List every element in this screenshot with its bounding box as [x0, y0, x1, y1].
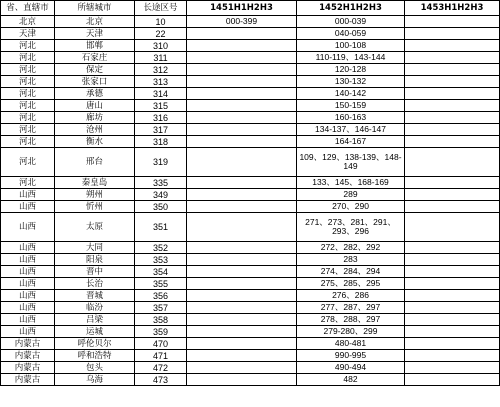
cell-1452: 150-159: [297, 100, 405, 112]
cell-1452: 275、285、295: [297, 278, 405, 290]
cell-1452: 133、145、168-169: [297, 177, 405, 189]
cell-city: 临汾: [55, 302, 135, 314]
cell-province: 天津: [1, 28, 55, 40]
cell-1452: 140-142: [297, 88, 405, 100]
cell-city: 沧州: [55, 124, 135, 136]
cell-area-code: 357: [135, 302, 187, 314]
cell-city: 北京: [55, 16, 135, 28]
cell-area-code: 356: [135, 290, 187, 302]
cell-area-code: 317: [135, 124, 187, 136]
cell-province: 山西: [1, 314, 55, 326]
cell-area-code: 312: [135, 64, 187, 76]
cell-1453: [405, 148, 500, 177]
cell-1451: [187, 278, 297, 290]
cell-1452: 278、288、297: [297, 314, 405, 326]
table-row: [1, 136, 500, 148]
cell-1451: [187, 124, 297, 136]
cell-area-code: 315: [135, 100, 187, 112]
cell-city: 朔州: [55, 189, 135, 201]
table-row: [1, 254, 500, 266]
cell-1452: 490-494: [297, 362, 405, 374]
cell-1451: [187, 374, 297, 386]
table-row: [1, 64, 500, 76]
cell-1451: [187, 100, 297, 112]
cell-1452: 482: [297, 374, 405, 386]
table-row: [1, 16, 500, 28]
cell-area-code: 349: [135, 189, 187, 201]
cell-1451: [187, 40, 297, 52]
cell-1451: [187, 302, 297, 314]
cell-1453: [405, 254, 500, 266]
cell-1451: [187, 148, 297, 177]
cell-1453: [405, 124, 500, 136]
table-row: [1, 40, 500, 52]
cell-1453: [405, 201, 500, 213]
cell-1453: [405, 88, 500, 100]
cell-1451: [187, 362, 297, 374]
cell-province: 河北: [1, 76, 55, 88]
cell-1451: [187, 136, 297, 148]
table-row: [1, 290, 500, 302]
header-1453: 1453H1H2H3: [405, 1, 500, 16]
cell-province: 河北: [1, 40, 55, 52]
cell-1453: [405, 350, 500, 362]
cell-1451: [187, 88, 297, 100]
cell-area-code: 472: [135, 362, 187, 374]
table-row: [1, 362, 500, 374]
cell-1452: 272、282、292: [297, 242, 405, 254]
cell-city: 忻州: [55, 201, 135, 213]
table-row: [1, 350, 500, 362]
cell-1451: [187, 266, 297, 278]
cell-1451: [187, 177, 297, 189]
table-row: [1, 88, 500, 100]
cell-1452: 160-163: [297, 112, 405, 124]
cell-city: 唐山: [55, 100, 135, 112]
cell-1451: [187, 326, 297, 338]
cell-1451: [187, 52, 297, 64]
cell-1451: [187, 213, 297, 242]
cell-area-code: 350: [135, 201, 187, 213]
cell-province: 河北: [1, 52, 55, 64]
cell-area-code: 359: [135, 326, 187, 338]
cell-1452: 279-280、299: [297, 326, 405, 338]
cell-province: 山西: [1, 278, 55, 290]
cell-province: 山西: [1, 201, 55, 213]
cell-1453: [405, 266, 500, 278]
cell-1451: [187, 189, 297, 201]
table-row: [1, 124, 500, 136]
cell-province: 河北: [1, 88, 55, 100]
cell-1452: 276、286: [297, 290, 405, 302]
cell-1451: 000-399: [187, 16, 297, 28]
cell-area-code: 314: [135, 88, 187, 100]
cell-province: 山西: [1, 326, 55, 338]
cell-1451: [187, 76, 297, 88]
table-row: [1, 28, 500, 40]
cell-1453: [405, 290, 500, 302]
cell-1451: [187, 350, 297, 362]
cell-1453: [405, 28, 500, 40]
cell-area-code: 352: [135, 242, 187, 254]
cell-city: 乌海: [55, 374, 135, 386]
cell-city: 大同: [55, 242, 135, 254]
cell-province: 内蒙古: [1, 374, 55, 386]
cell-city: 运城: [55, 326, 135, 338]
cell-1453: [405, 189, 500, 201]
header-area-code: 长途区号: [135, 1, 187, 16]
cell-area-code: 311: [135, 52, 187, 64]
cell-province: 河北: [1, 100, 55, 112]
cell-city: 呼和浩特: [55, 350, 135, 362]
cell-area-code: 470: [135, 338, 187, 350]
cell-city: 衡水: [55, 136, 135, 148]
cell-province: 山西: [1, 242, 55, 254]
cell-city: 秦皇岛: [55, 177, 135, 189]
cell-1453: [405, 326, 500, 338]
cell-1451: [187, 338, 297, 350]
cell-1453: [405, 242, 500, 254]
cell-city: 石家庄: [55, 52, 135, 64]
cell-area-code: 22: [135, 28, 187, 40]
cell-1452: 164-167: [297, 136, 405, 148]
cell-area-code: 313: [135, 76, 187, 88]
cell-area-code: 473: [135, 374, 187, 386]
header-1451: 1451H1H2H3: [187, 1, 297, 16]
table-row: [1, 100, 500, 112]
cell-province: 山西: [1, 213, 55, 242]
table-row: [1, 326, 500, 338]
cell-1452: 100-108: [297, 40, 405, 52]
table-row: [1, 242, 500, 254]
cell-city: 晋城: [55, 290, 135, 302]
cell-province: 北京: [1, 16, 55, 28]
cell-1453: [405, 374, 500, 386]
table-row: [1, 177, 500, 189]
cell-province: 河北: [1, 148, 55, 177]
table-body: [1, 16, 500, 386]
table-row: [1, 314, 500, 326]
cell-province: 河北: [1, 136, 55, 148]
header-province: 省、直辖市: [1, 1, 55, 16]
cell-1452: 277、287、297: [297, 302, 405, 314]
cell-area-code: 358: [135, 314, 187, 326]
table-row: [1, 112, 500, 124]
cell-province: 山西: [1, 290, 55, 302]
cell-province: 河北: [1, 124, 55, 136]
cell-1451: [187, 242, 297, 254]
header-row: [1, 1, 500, 16]
cell-1453: [405, 314, 500, 326]
cell-1453: [405, 302, 500, 314]
cell-1452: 289: [297, 189, 405, 201]
cell-1452: 130-132: [297, 76, 405, 88]
cell-1451: [187, 28, 297, 40]
cell-1452: 480-481: [297, 338, 405, 350]
table-row: [1, 189, 500, 201]
cell-1451: [187, 254, 297, 266]
cell-1452: 040-059: [297, 28, 405, 40]
cell-area-code: 354: [135, 266, 187, 278]
cell-1451: [187, 112, 297, 124]
table-row: [1, 302, 500, 314]
cell-province: 山西: [1, 189, 55, 201]
cell-1453: [405, 64, 500, 76]
cell-province: 内蒙古: [1, 362, 55, 374]
cell-1453: [405, 177, 500, 189]
table-row: [1, 52, 500, 64]
cell-1452: 000-039: [297, 16, 405, 28]
cell-city: 保定: [55, 64, 135, 76]
cell-city: 廊坊: [55, 112, 135, 124]
cell-province: 山西: [1, 302, 55, 314]
table-row: [1, 338, 500, 350]
table-row: [1, 201, 500, 213]
cell-city: 承德: [55, 88, 135, 100]
cell-province: 山西: [1, 254, 55, 266]
cell-area-code: 471: [135, 350, 187, 362]
cell-area-code: 355: [135, 278, 187, 290]
table-row: [1, 148, 500, 177]
table-row: [1, 278, 500, 290]
cell-1451: [187, 64, 297, 76]
cell-province: 内蒙古: [1, 350, 55, 362]
cell-city: 张家口: [55, 76, 135, 88]
cell-1453: [405, 362, 500, 374]
cell-1451: [187, 314, 297, 326]
table-row: [1, 213, 500, 242]
cell-city: 太原: [55, 213, 135, 242]
cell-city: 包头: [55, 362, 135, 374]
cell-city: 吕梁: [55, 314, 135, 326]
cell-city: 邯郸: [55, 40, 135, 52]
cell-1453: [405, 278, 500, 290]
cell-province: 内蒙古: [1, 338, 55, 350]
cell-1453: [405, 16, 500, 28]
cell-1453: [405, 136, 500, 148]
cell-city: 长治: [55, 278, 135, 290]
cell-area-code: 318: [135, 136, 187, 148]
cell-city: 邢台: [55, 148, 135, 177]
header-1452: 1452H1H2H3: [297, 1, 405, 16]
table-row: [1, 266, 500, 278]
table-row: [1, 374, 500, 386]
cell-province: 河北: [1, 64, 55, 76]
cell-1452: 134-137、146-147: [297, 124, 405, 136]
cell-1452: 283: [297, 254, 405, 266]
cell-1452: 990-995: [297, 350, 405, 362]
cell-1452: 270、290: [297, 201, 405, 213]
cell-province: 山西: [1, 266, 55, 278]
cell-1453: [405, 52, 500, 64]
cell-1451: [187, 290, 297, 302]
cell-1453: [405, 213, 500, 242]
cell-1452: 120-128: [297, 64, 405, 76]
cell-1451: [187, 201, 297, 213]
cell-area-code: 319: [135, 148, 187, 177]
cell-area-code: 335: [135, 177, 187, 189]
cell-city: 天津: [55, 28, 135, 40]
cell-1453: [405, 76, 500, 88]
table-row: [1, 76, 500, 88]
cell-area-code: 351: [135, 213, 187, 242]
cell-1453: [405, 112, 500, 124]
cell-province: 河北: [1, 112, 55, 124]
cell-1453: [405, 100, 500, 112]
cell-province: 河北: [1, 177, 55, 189]
cell-1453: [405, 338, 500, 350]
cell-1452: 274、284、294: [297, 266, 405, 278]
cell-city: 晋中: [55, 266, 135, 278]
cell-area-code: 316: [135, 112, 187, 124]
cell-1453: [405, 40, 500, 52]
cell-1452: 109、129、138-139、148-149: [297, 148, 405, 177]
cell-area-code: 10: [135, 16, 187, 28]
cell-city: 阳泉: [55, 254, 135, 266]
cell-area-code: 353: [135, 254, 187, 266]
cell-area-code: 310: [135, 40, 187, 52]
header-city: 所辖城市: [55, 1, 135, 16]
cell-city: 呼伦贝尔: [55, 338, 135, 350]
cell-1452: 271、273、281、291、293、296: [297, 213, 405, 242]
cell-1452: 110-119、143-144: [297, 52, 405, 64]
